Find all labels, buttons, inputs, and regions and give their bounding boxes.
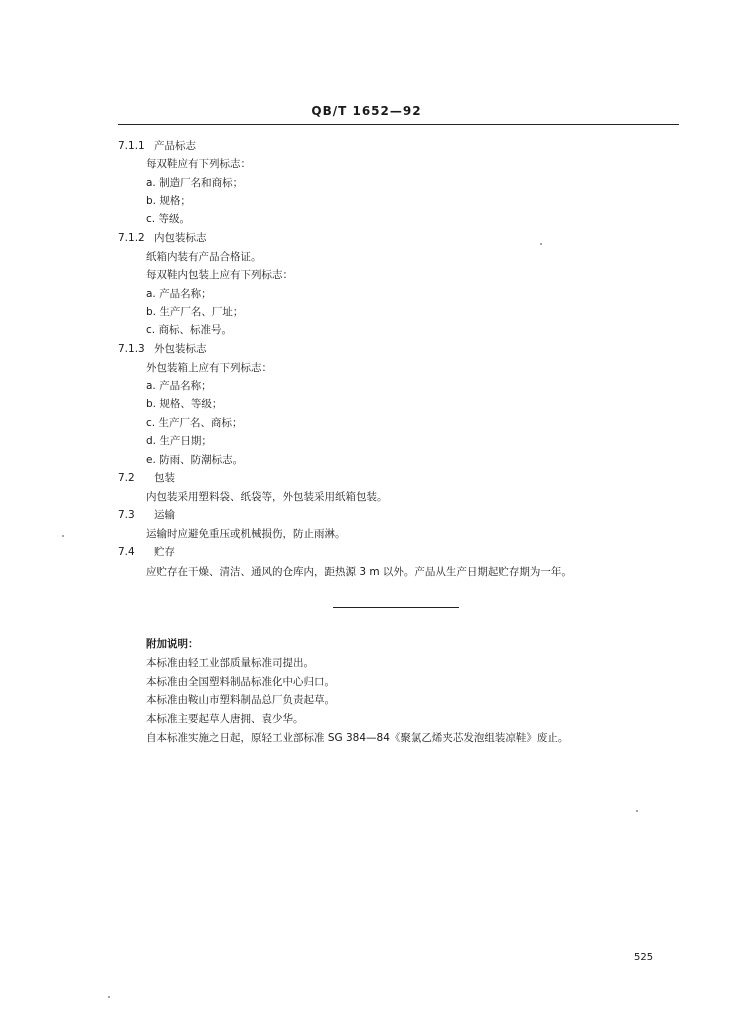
scan-speck [62,535,64,537]
section-number: 7.4 [118,546,135,558]
paragraph: 纸箱内装有产品合格证。 [146,251,262,263]
list-item: b. 规格； [146,195,191,207]
section-title: 运输 [154,509,175,521]
section-number: 7.1.3 [118,343,145,355]
section-heading-7-1-3 [118,342,207,356]
paragraph: 每双鞋应有下列标志： [146,158,251,170]
paragraph: 应贮存在干燥、清洁、通风的仓库内，距热源 3 m 以外。产品从生产日期起贮存期为一年。 [146,566,572,578]
list-item: e. 防雨、防潮标志。 [146,454,244,466]
list-item: b. 规格、等级； [146,398,223,410]
scan-speck [108,996,110,998]
notes-line: 本标准由轻工业部质量标准司提出。 [146,657,314,669]
list-item: b. 生产厂名、厂址； [146,306,244,318]
section-heading-7-4 [118,545,175,559]
section-number: 7.1.1 [118,140,145,152]
paragraph: 运输时应避免重压或机械损伤，防止雨淋。 [146,528,346,540]
list-item: a. 产品名称； [146,380,212,392]
section-heading-7-2 [118,471,175,485]
section-title: 包装 [154,472,175,484]
list-item: c. 等级。 [146,213,190,225]
notes-line: 本标准主要起草人唐拥、袁少华。 [146,713,304,725]
section-title: 外包装标志 [154,343,207,355]
paragraph: 外包装箱上应有下列标志： [146,362,272,374]
section-number: 7.1.2 [118,232,145,244]
notes-line: 本标准由鞍山市塑料制品总厂负责起草。 [146,694,335,706]
section-title: 内包装标志 [154,232,207,244]
scan-speck [540,243,542,245]
section-number: 7.2 [118,472,135,484]
list-item: a. 产品名称； [146,288,212,300]
section-heading-7-3 [118,508,175,522]
end-of-text-rule [333,607,459,608]
list-item: a. 制造厂名和商标； [146,177,244,189]
notes-line: 自本标准实施之日起，原轻工业部标准 SG 384—84《聚氯乙烯夹芯发泡组装凉鞋》废止。 [146,732,569,744]
header-rule [118,124,679,125]
section-heading-7-1-2 [118,231,207,245]
standard-code-header: QB/T 1652—92 [311,104,422,118]
paragraph: 每双鞋内包装上应有下列标志： [146,269,293,281]
list-item: c. 生产厂名、商标； [146,417,243,429]
section-number: 7.3 [118,509,135,521]
section-title: 产品标志 [154,140,196,152]
scan-speck [636,810,638,812]
notes-title: 附加说明： [146,638,199,650]
section-title: 贮存 [154,546,175,558]
page-number: 525 [634,952,654,963]
list-item: c. 商标、标准号。 [146,324,232,336]
notes-line: 本标准由全国塑料制品标准化中心归口。 [146,676,335,688]
list-item: d. 生产日期； [146,435,212,447]
section-heading-7-1-1 [118,139,196,153]
paragraph: 内包装采用塑料袋、纸袋等，外包装采用纸箱包装。 [146,491,388,503]
